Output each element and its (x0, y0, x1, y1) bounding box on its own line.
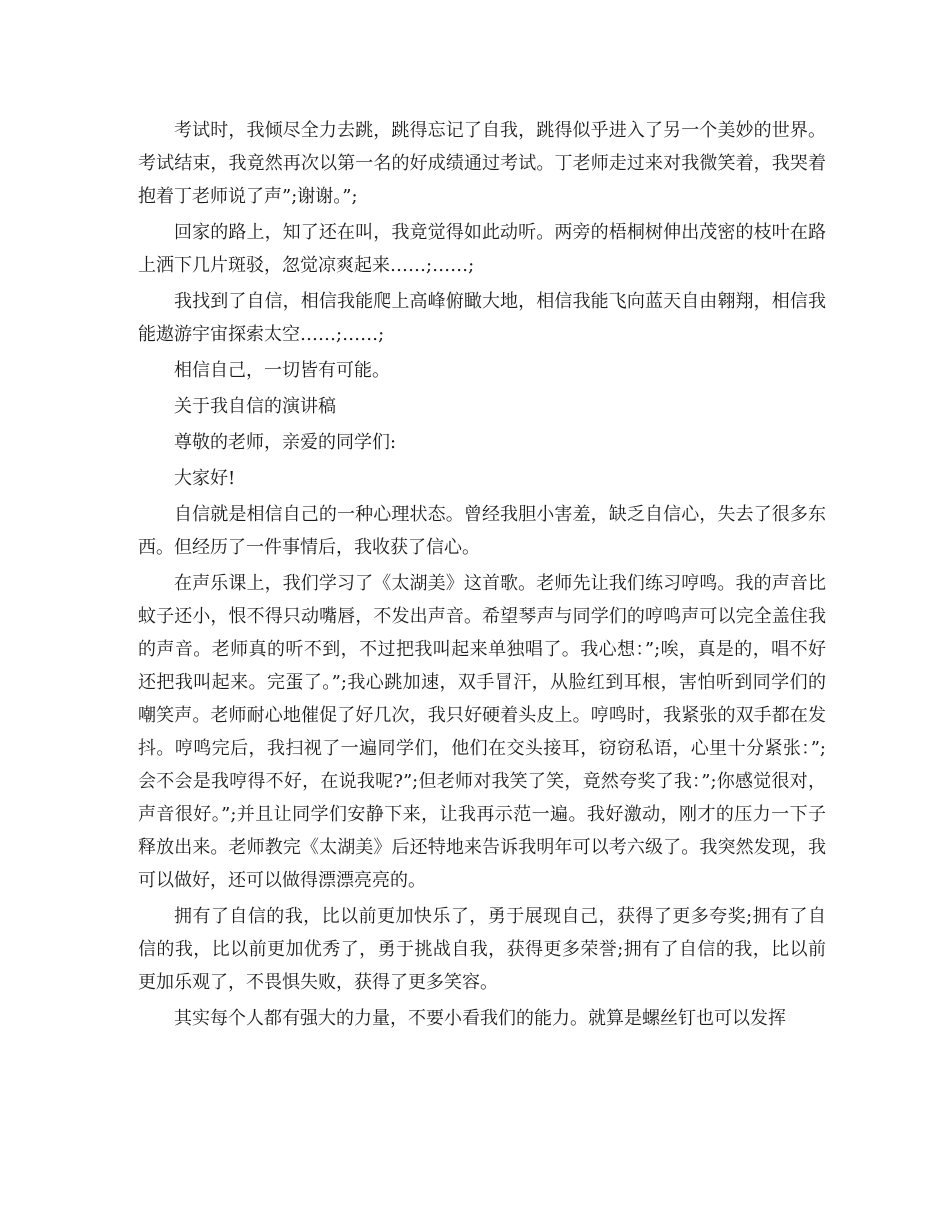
paragraph-exam: 考试时，我倾尽全力去跳，跳得忘记了自我，跳得似乎进入了另一个美妙的世界。考试结束，我竟然再次以第一名的好成绩通过考试。丁老师走过来对我微笑着，我哭着抱着丁老师说了声”;谢谢。”; (138, 120, 826, 207)
paragraph-music-class: 在声乐课上，我们学习了《太湖美》这首歌。老师先让我们练习哼鸣。我的声音比蚊子还小，恨不得只动嘴唇，不发出声音。希望琴声与同学们的哼鸣声可以完全盖住我的声音。老师真的听不到，不过把我叫起来单独唱了。我心想：”;唉，真是的，唱不好还把我叫起来。完蛋了。”;我心跳加速，双手冒汗，从脸红到耳根，害怕听到同学们的嘲笑声。老师耐心地催促了好几次，我只好硬着头皮上。哼鸣时，我紧张的双手都在发抖。哼鸣完后，我扫视了一遍同学们，他们在交头接耳，窃窃私语，心里十分紧张：”;会不会是我哼得不好，在说我呢?”;但老师对我笑了笑，竟然夸奖了我：”;你感觉很对，声音很好。”;并且让同学们安静下来，让我再示范一遍。我好激动，刚才的压力一下子释放出来。老师教完《太湖美》后还特地来告诉我明年可以考六级了。我突然发现，我可以做好，还可以做得漂漂亮亮的。 (138, 573, 826, 891)
paragraph-with-confidence: 拥有了自信的我，比以前更加快乐了，勇于展现自己，获得了更多夸奖;拥有了自信的我，比以前更加优秀了，勇于挑战自我，获得更多荣誉;拥有了自信的我，比以前更加乐观了，不畏惧失败，获得了更多笑容。 (138, 906, 826, 993)
paragraph-way-home: 回家的路上，知了还在叫，我竟觉得如此动听。两旁的梧桐树伸出茂密的枝叶在路上洒下几片斑驳，忽觉凉爽起来……;……; (138, 222, 826, 276)
speech-salutation: 尊敬的老师，亲爱的同学们: (174, 432, 397, 453)
paragraph-confidence-definition: 自信就是相信自己的一种心理状态。曾经我胆小害羞，缺乏自信心，失去了很多东西。但经历了一件事情后，我收获了信心。 (138, 504, 826, 558)
speech-greeting: 大家好! (174, 468, 236, 489)
paragraph-everyone-strength: 其实每个人都有强大的力量，不要小看我们的能力。就算是螺丝钉也可以发挥 (174, 1008, 786, 1029)
paragraph-believe-yourself: 相信自己，一切皆有可能。 (174, 360, 390, 381)
speech-title: 关于我自信的演讲稿 (174, 396, 336, 417)
paragraph-found-confidence: 我找到了自信，相信我能爬上高峰俯瞰大地，相信我能飞向蓝天自由翱翔，相信我能遨游宇宙探索太空……;……; (138, 291, 826, 345)
document-body (138, 114, 826, 1035)
